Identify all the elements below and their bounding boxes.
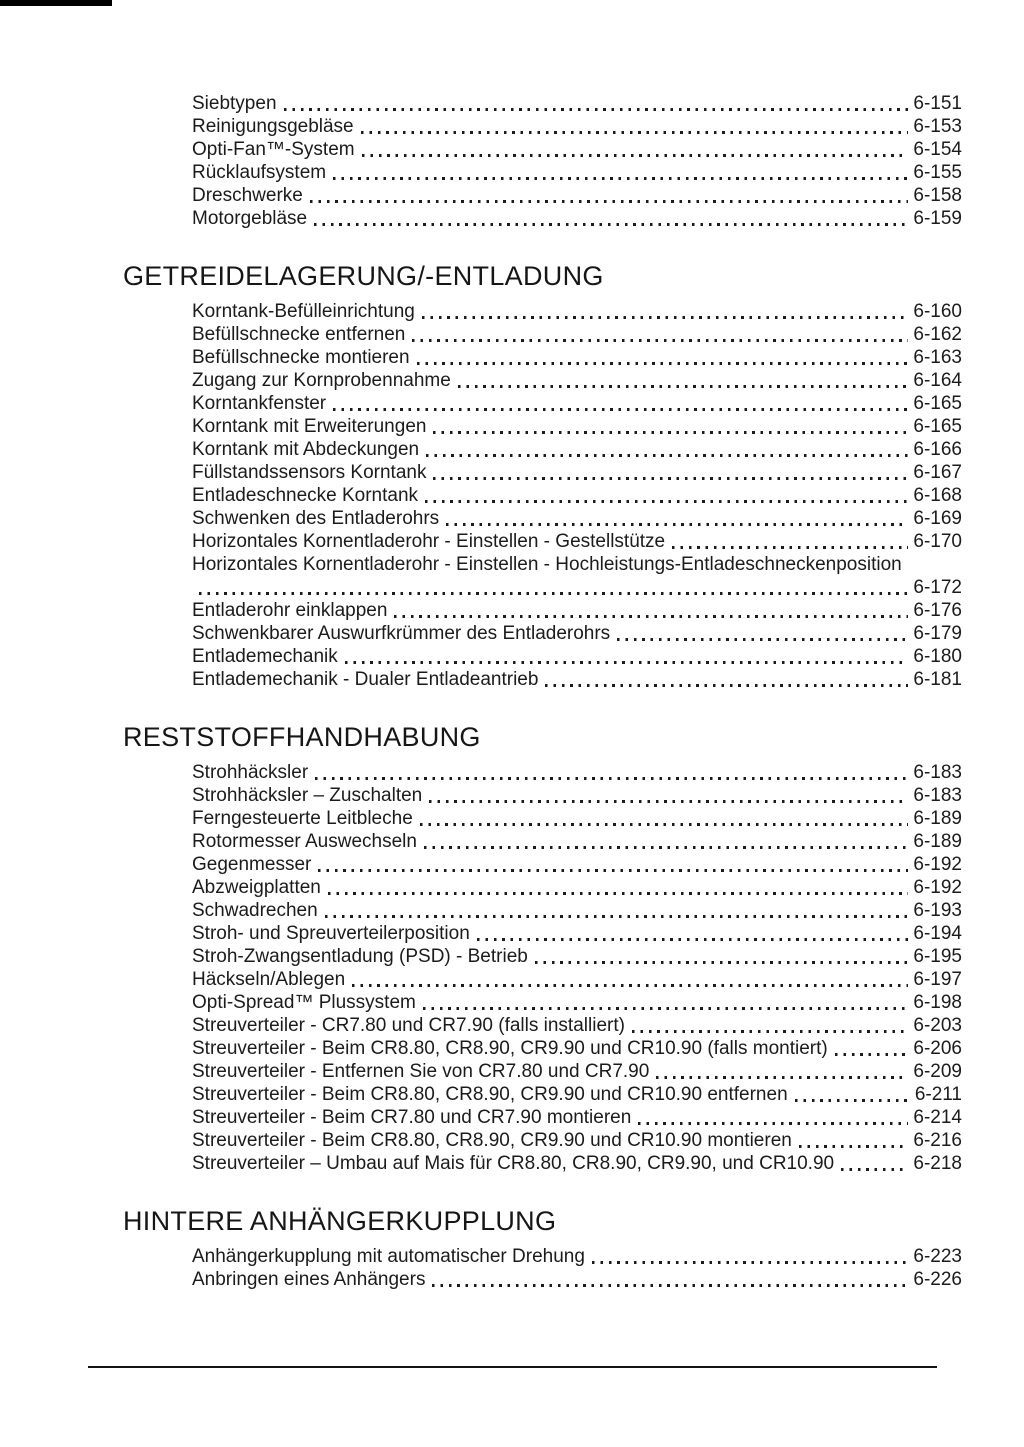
- toc-entry-label: Stroh- und Spreuverteilerposition: [192, 923, 470, 944]
- toc-leader-dots: [670, 530, 910, 553]
- toc-entry: [123, 599, 962, 622]
- toc-entry: [123, 1245, 962, 1268]
- toc-entry-label: Horizontales Kornentladerohr - Einstellen - Gestellstütze: [192, 531, 666, 552]
- toc-entry-label: Strohhäcksler: [192, 762, 309, 783]
- toc-leader-line: [192, 576, 962, 599]
- toc-entry: [123, 553, 962, 599]
- toc-leader-dots: [308, 184, 911, 207]
- toc-entry: [123, 968, 962, 991]
- toc-leader-dots: [418, 807, 911, 830]
- toc-entry-label: Reinigungsgebläse: [192, 116, 354, 137]
- toc-entry-page: 6-166: [913, 439, 962, 460]
- toc-entry-label: Befüllschnecke entfernen: [192, 324, 406, 345]
- toc-leader-dots: [654, 1060, 910, 1083]
- toc-entry: [123, 784, 962, 807]
- toc-entry-page: 6-192: [913, 854, 962, 875]
- toc-entry: [123, 1152, 962, 1175]
- toc-entry-page: 6-158: [913, 185, 962, 206]
- toc-leader-dots: [326, 876, 911, 899]
- toc-leader-dots: [422, 830, 910, 853]
- toc-entry: [123, 668, 962, 691]
- toc-entry-page: 6-181: [913, 669, 962, 690]
- toc-entry: [123, 507, 962, 530]
- toc-leader-dots: [420, 300, 911, 323]
- toc-entry: [123, 346, 962, 369]
- toc-entry-label: Häckseln/Ablegen: [192, 969, 346, 990]
- toc-entry-page: 6-206: [913, 1038, 962, 1059]
- toc-leader-dots: [430, 1268, 910, 1291]
- toc-leader-dots: [316, 853, 910, 876]
- toc-leader-dots: [282, 92, 911, 115]
- toc-entry-page: 6-189: [913, 831, 962, 852]
- toc-entry-label: Abzweigplatten: [192, 877, 321, 898]
- section-title: RESTSTOFFHANDHABUNG: [123, 722, 481, 752]
- toc-entry: [123, 369, 962, 392]
- toc-entry-page: 6-189: [913, 808, 962, 829]
- toc-entry-label: Streuverteiler - Beim CR8.80, CR8.90, CR9.90 und CR10.90 (falls montiert): [192, 1038, 828, 1059]
- toc-entry: [123, 484, 962, 507]
- toc-leader-dots: [331, 161, 910, 184]
- toc-section: [123, 92, 962, 230]
- toc-entry-page: 6-153: [913, 116, 962, 137]
- toc-leader-dots: [421, 991, 911, 1014]
- toc-entry: [123, 830, 962, 853]
- toc-entry: [123, 991, 962, 1014]
- toc-entry-label: Stroh-Zwangsentladung (PSD) - Betrieb: [192, 946, 528, 967]
- toc-entry-label: Streuverteiler - CR7.80 und CR7.90 (falls installiert): [192, 1015, 625, 1036]
- toc-entry-label: Befüllschnecke montieren: [192, 347, 410, 368]
- toc-entry-label: Entladeschnecke Korntank: [192, 485, 419, 506]
- toc-entry-label: Opti-Spread™ Plussystem: [192, 992, 416, 1013]
- toc-leader-dots: [343, 645, 911, 668]
- toc-leader-dots: [630, 1014, 910, 1037]
- toc-entry-label: Streuverteiler - Entfernen Sie von CR7.80 und CR7.90: [192, 1061, 650, 1082]
- toc-entry-label: Ferngesteuerte Leitbleche: [192, 808, 413, 829]
- toc-leader-dots: [312, 207, 910, 230]
- toc-entry-label: Rücklaufsystem: [192, 162, 327, 183]
- toc-entry: [123, 184, 962, 207]
- toc-entry: [123, 300, 962, 323]
- toc-entry-page: 6-216: [913, 1130, 962, 1151]
- toc-entry-label: Schwenkbarer Auswurfkrümmer des Entladerohrs: [192, 623, 611, 644]
- toc-entry: [123, 807, 962, 830]
- toc-leader-dots: [392, 599, 910, 622]
- toc-entry: [123, 207, 962, 230]
- toc-entry-page: 6-195: [913, 946, 962, 967]
- toc-entry-page: 6-165: [913, 393, 962, 414]
- toc-entry-label: Rotormesser Auswechseln: [192, 831, 417, 852]
- toc-entry-page: 6-197: [913, 969, 962, 990]
- toc-leader-dots: [415, 346, 911, 369]
- toc-entry-label: Strohhäcksler – Zuschalten: [192, 785, 423, 806]
- toc-entry: [123, 1106, 962, 1129]
- toc-entry: [123, 115, 962, 138]
- toc-entry-label: Streuverteiler - Beim CR7.80 und CR7.90 montieren: [192, 1107, 632, 1128]
- toc-entry-label: Entlademechanik - Dualer Entladeantrieb: [192, 669, 539, 690]
- toc-entry-page: 6-192: [913, 877, 962, 898]
- table-of-contents: [123, 92, 962, 1291]
- toc-entry-label: Anbringen eines Anhängers: [192, 1269, 426, 1290]
- toc-entry: [123, 622, 962, 645]
- toc-entry-page: 6-198: [913, 992, 962, 1013]
- toc-leader-dots: [475, 922, 911, 945]
- toc-entry-label: Entladerohr einklappen: [192, 600, 388, 621]
- toc-leader-dots: [590, 1245, 910, 1268]
- toc-leader-dots: [197, 576, 910, 599]
- toc-entry-label: Entlademechanik: [192, 646, 338, 667]
- toc-entry-label: Füllstandssensors Korntank: [192, 462, 427, 483]
- toc-entry-label: Schwenken des Entladerohrs: [192, 508, 440, 529]
- toc-leader-dots: [423, 484, 910, 507]
- toc-entry: [123, 92, 962, 115]
- toc-leader-dots: [456, 369, 911, 392]
- toc-leader-dots: [444, 507, 910, 530]
- toc-entry: [123, 761, 962, 784]
- toc-entry-label: Streuverteiler - Beim CR8.80, CR8.90, CR9.90 und CR10.90 montieren: [192, 1130, 792, 1151]
- toc-entry-page: 6-167: [913, 462, 962, 483]
- toc-leader-dots: [636, 1106, 910, 1129]
- toc-leader-dots: [410, 323, 910, 346]
- toc-entry-page: 6-172: [913, 577, 962, 598]
- toc-entry-label: Anhängerkupplung mit automatischer Drehung: [192, 1246, 585, 1267]
- toc-entry-page: 6-226: [913, 1269, 962, 1290]
- toc-entry-page: 6-160: [913, 301, 962, 322]
- section-title: GETREIDELAGERUNG/-ENTLADUNG: [123, 261, 604, 291]
- toc-leader-dots: [424, 438, 910, 461]
- toc-entry-label: Gegenmesser: [192, 854, 312, 875]
- toc-leader-dots: [839, 1152, 910, 1175]
- toc-entry-page: 6-214: [913, 1107, 962, 1128]
- toc-leader-dots: [533, 945, 911, 968]
- toc-leader-dots: [313, 761, 910, 784]
- toc-entry-page: 6-193: [913, 900, 962, 921]
- toc-entry-page: 6-179: [913, 623, 962, 644]
- toc-entry-label: Dreschwerke: [192, 185, 303, 206]
- toc-entry-label: Zugang zur Kornprobennahme: [192, 370, 451, 391]
- footer-divider: [88, 1366, 937, 1368]
- toc-entry: [123, 161, 962, 184]
- toc-leader-dots: [793, 1083, 912, 1106]
- toc-entry-label: Streuverteiler - Beim CR8.80, CR8.90, CR9.90 und CR10.90 entfernen: [192, 1084, 788, 1105]
- toc-entry-label: Opti-Fan™-System: [192, 139, 355, 160]
- toc-entry-page: 6-151: [913, 93, 962, 114]
- toc-entry: [123, 1083, 962, 1106]
- toc-entry-label: Korntank mit Erweiterungen: [192, 416, 427, 437]
- toc-entry: [123, 1037, 962, 1060]
- toc-leader-dots: [427, 784, 910, 807]
- toc-entry-label: Siebtypen: [192, 93, 277, 114]
- toc-entry-page: 6-183: [913, 785, 962, 806]
- toc-entry: [123, 1014, 962, 1037]
- toc-entry-page: 6-168: [913, 485, 962, 506]
- toc-entry-page: 6-163: [913, 347, 962, 368]
- toc-leader-dots: [797, 1129, 911, 1152]
- toc-leader-dots: [323, 899, 911, 922]
- toc-entry: [123, 922, 962, 945]
- toc-entry: [123, 323, 962, 346]
- toc-entry: [123, 899, 962, 922]
- toc-entry-page: 6-162: [913, 324, 962, 345]
- toc-section: [123, 260, 962, 691]
- toc-entry-page: 6-154: [913, 139, 962, 160]
- toc-entry-label: Motorgebläse: [192, 208, 308, 229]
- toc-entry-page: 6-170: [913, 531, 962, 552]
- toc-entry: [123, 1268, 962, 1291]
- toc-entry: [123, 645, 962, 668]
- toc-entry-page: 6-155: [913, 162, 962, 183]
- toc-leader-dots: [360, 138, 911, 161]
- toc-entry-page: 6-223: [913, 1246, 962, 1267]
- toc-entry-page: 6-165: [913, 416, 962, 437]
- toc-entry: [123, 461, 962, 484]
- toc-leader-dots: [615, 622, 910, 645]
- toc-entry-label: Korntank mit Abdeckungen: [192, 439, 420, 460]
- toc-entry-label: Streuverteiler – Umbau auf Mais für CR8.80, CR8.90, CR9.90, und CR10.90: [192, 1153, 835, 1174]
- toc-entry: [123, 853, 962, 876]
- toc-entry: [123, 438, 962, 461]
- toc-entry: [123, 1060, 962, 1083]
- toc-entry: [123, 876, 962, 899]
- toc-entry: [123, 392, 962, 415]
- toc-entry-page: 6-180: [913, 646, 962, 667]
- toc-entry-page: 6-218: [913, 1153, 962, 1174]
- toc-entry-label: Schwadrechen: [192, 900, 318, 921]
- toc-leader-dots: [431, 461, 910, 484]
- toc-entry: [123, 1129, 962, 1152]
- toc-leader-dots: [359, 115, 911, 138]
- toc-entry: [123, 530, 962, 553]
- toc-entry-label: Korntankfenster: [192, 393, 327, 414]
- toc-entry: [123, 138, 962, 161]
- toc-entry: [123, 415, 962, 438]
- toc-entry-page: 6-176: [913, 600, 962, 621]
- toc-entry-page: 6-159: [913, 208, 962, 229]
- toc-leader-dots: [543, 668, 910, 691]
- section-title: HINTERE ANHÄNGERKUPPLUNG: [123, 1206, 557, 1236]
- toc-leader-dots: [331, 392, 910, 415]
- toc-entry-label: Horizontales Kornentladerohr - Einstellen - Hochleistungs-Entladeschneckenposition: [192, 554, 902, 575]
- toc-entry-page: 6-183: [913, 762, 962, 783]
- toc-section: [123, 721, 962, 1175]
- toc-leader-dots: [431, 415, 910, 438]
- toc-entry-page: 6-211: [914, 1084, 962, 1105]
- toc-leader-dots: [833, 1037, 911, 1060]
- toc-entry-page: 6-164: [913, 370, 962, 391]
- toc-entry-label: Korntank-Befülleinrichtung: [192, 301, 415, 322]
- toc-entry-page: 6-209: [913, 1061, 962, 1082]
- toc-entry-page: 6-203: [913, 1015, 962, 1036]
- toc-entry-page: 6-169: [913, 508, 962, 529]
- toc-entry-page: 6-194: [913, 923, 962, 944]
- toc-section: [123, 1205, 962, 1291]
- toc-entry: [123, 945, 962, 968]
- toc-leader-dots: [350, 968, 910, 991]
